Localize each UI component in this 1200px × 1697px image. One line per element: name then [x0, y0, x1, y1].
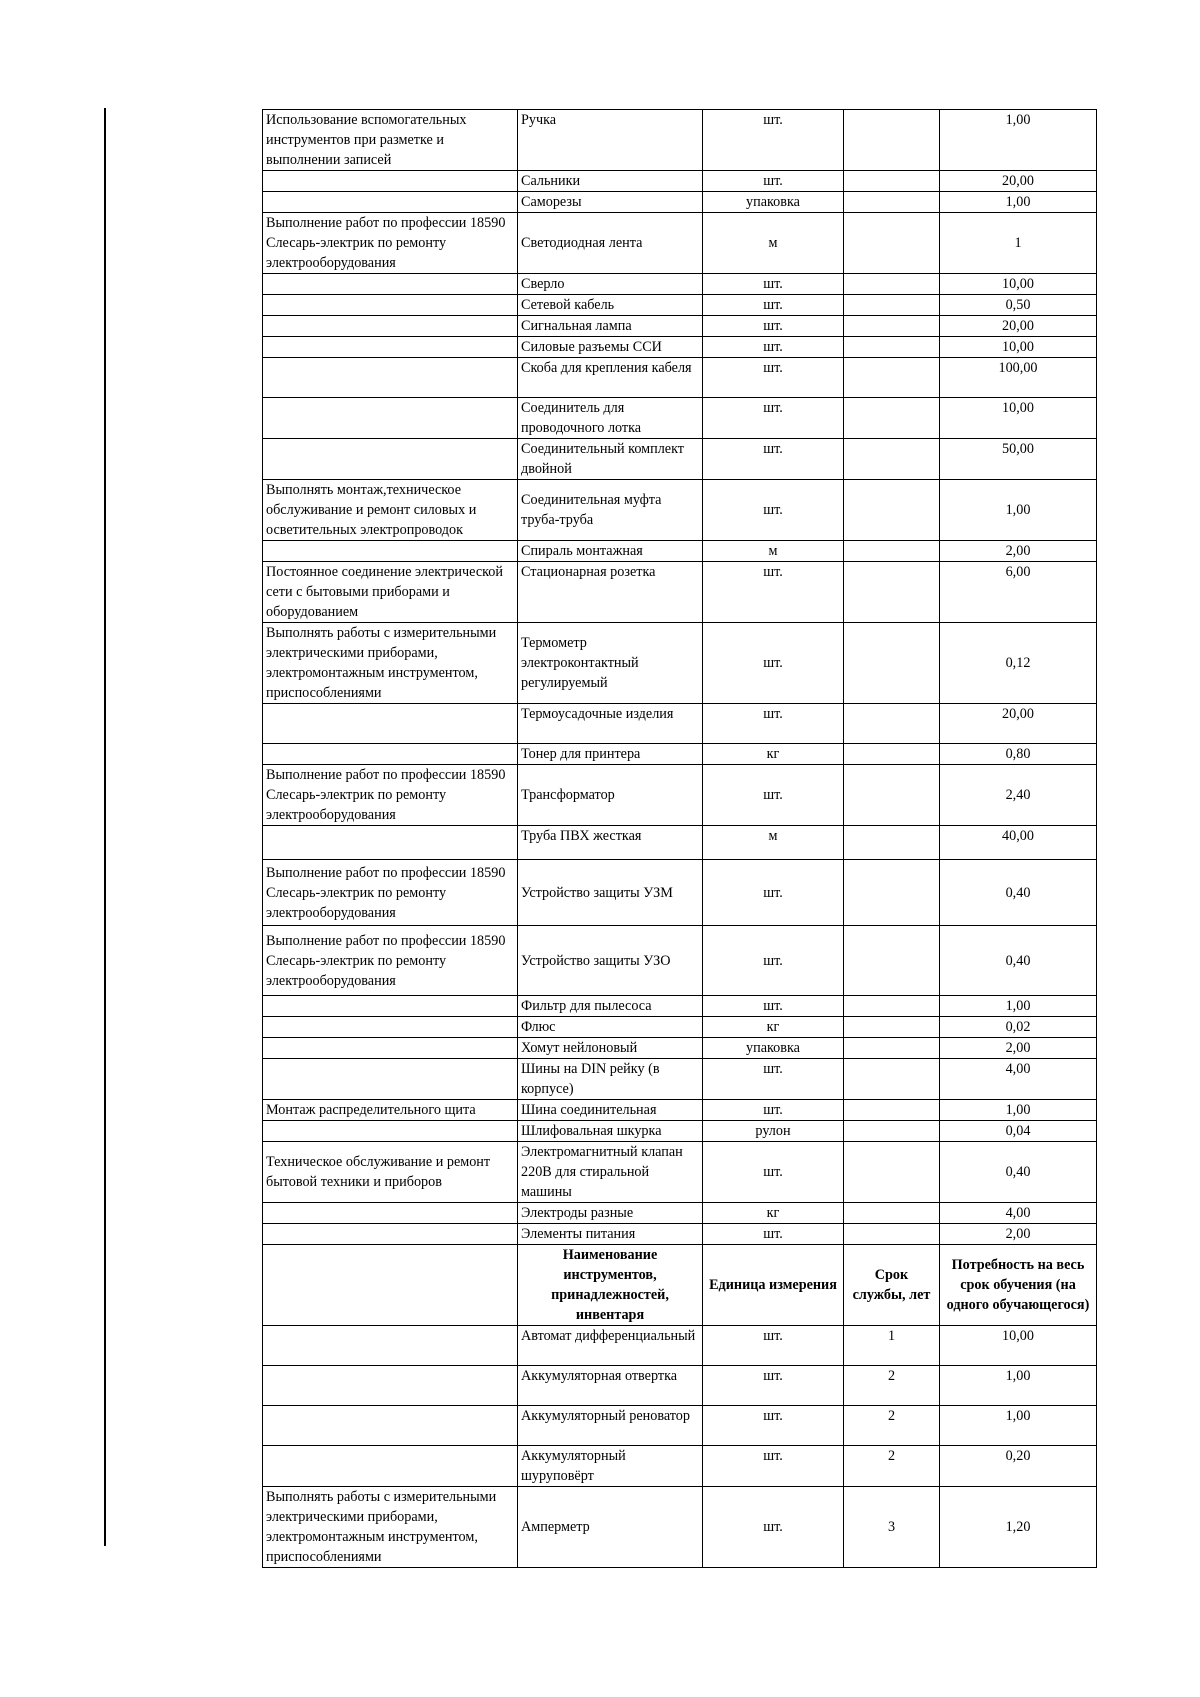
table-row [263, 704, 1097, 744]
quantity-cell: Потребность на весь срок обучения (на одного обучающегося) [940, 1245, 1097, 1326]
quantity-cell: 1,00 [940, 1406, 1097, 1446]
unit-cell: шт. [703, 1142, 844, 1203]
item-name-cell: Аккумуляторный шуруповёрт [518, 1446, 703, 1487]
table-row [263, 316, 1097, 337]
item-name-cell: Электроды разные [518, 1203, 703, 1224]
materials-table-body [263, 110, 1097, 1568]
unit-cell: шт. [703, 1446, 844, 1487]
quantity-cell: 20,00 [940, 704, 1097, 744]
activity-cell [263, 1245, 518, 1326]
table-row [263, 358, 1097, 398]
service-life-cell [844, 704, 940, 744]
activity-cell: Постоянное соединение электрической сети с бытовыми приборами и оборудованием [263, 562, 518, 623]
table-row [263, 623, 1097, 704]
service-life-cell [844, 1038, 940, 1059]
unit-cell: шт. [703, 398, 844, 439]
table-row [263, 1326, 1097, 1366]
item-name-cell: Устройство защиты УЗО [518, 926, 703, 996]
quantity-cell: 4,00 [940, 1059, 1097, 1100]
item-name-cell: Сальники [518, 171, 703, 192]
table-row [263, 826, 1097, 860]
table-row [263, 110, 1097, 171]
unit-cell: шт. [703, 316, 844, 337]
quantity-cell: 2,00 [940, 1224, 1097, 1245]
quantity-cell: 10,00 [940, 274, 1097, 295]
table-row [263, 1121, 1097, 1142]
quantity-cell: 2,40 [940, 765, 1097, 826]
quantity-cell: 1,00 [940, 1366, 1097, 1406]
activity-cell [263, 744, 518, 765]
unit-cell: шт. [703, 171, 844, 192]
quantity-cell: 1,00 [940, 996, 1097, 1017]
table-row [263, 1017, 1097, 1038]
item-name-cell: Шлифовальная шкурка [518, 1121, 703, 1142]
table-row [263, 1446, 1097, 1487]
activity-cell [263, 316, 518, 337]
table-row [263, 1203, 1097, 1224]
unit-cell: шт. [703, 110, 844, 171]
unit-cell: шт. [703, 1100, 844, 1121]
quantity-cell: 1,00 [940, 480, 1097, 541]
activity-cell [263, 704, 518, 744]
item-name-cell: Автомат дифференциальный [518, 1326, 703, 1366]
service-life-cell: 1 [844, 1326, 940, 1366]
service-life-cell [844, 480, 940, 541]
quantity-cell: 1 [940, 213, 1097, 274]
table-row [263, 562, 1097, 623]
item-name-cell: Саморезы [518, 192, 703, 213]
activity-cell: Выполнение работ по профессии 18590 Слесарь-электрик по ремонту электрооборудования [263, 765, 518, 826]
item-name-cell: Аккумуляторная отвертка [518, 1366, 703, 1406]
service-life-cell [844, 213, 940, 274]
activity-cell [263, 192, 518, 213]
service-life-cell: 2 [844, 1366, 940, 1406]
table-row [263, 274, 1097, 295]
table-row [263, 213, 1097, 274]
table-row [263, 295, 1097, 316]
unit-cell: кг [703, 1017, 844, 1038]
table-row [263, 1224, 1097, 1245]
unit-cell: шт. [703, 480, 844, 541]
activity-cell [263, 1366, 518, 1406]
table-row [263, 398, 1097, 439]
unit-cell: шт. [703, 623, 844, 704]
unit-cell: шт. [703, 439, 844, 480]
activity-cell [263, 541, 518, 562]
table-header-row [263, 1245, 1097, 1326]
item-name-cell: Аккумуляторный реноватор [518, 1406, 703, 1446]
quantity-cell: 0,40 [940, 860, 1097, 926]
item-name-cell: Стационарная розетка [518, 562, 703, 623]
item-name-cell: Соединительный комплект двойной [518, 439, 703, 480]
table-row [263, 744, 1097, 765]
quantity-cell: 6,00 [940, 562, 1097, 623]
activity-cell [263, 1446, 518, 1487]
activity-cell [263, 996, 518, 1017]
service-life-cell [844, 1059, 940, 1100]
service-life-cell [844, 541, 940, 562]
unit-cell: шт. [703, 337, 844, 358]
unit-cell: шт. [703, 996, 844, 1017]
table-row [263, 996, 1097, 1017]
table-row [263, 192, 1097, 213]
service-life-cell: Срок службы, лет [844, 1245, 940, 1326]
service-life-cell [844, 926, 940, 996]
unit-cell: м [703, 826, 844, 860]
item-name-cell: Скоба для крепления кабеля [518, 358, 703, 398]
quantity-cell: 50,00 [940, 439, 1097, 480]
activity-cell [263, 1017, 518, 1038]
service-life-cell [844, 765, 940, 826]
quantity-cell: 0,80 [940, 744, 1097, 765]
unit-cell: шт. [703, 1059, 844, 1100]
unit-cell: шт. [703, 1366, 844, 1406]
item-name-cell: Сигнальная лампа [518, 316, 703, 337]
quantity-cell: 1,00 [940, 1100, 1097, 1121]
service-life-cell [844, 996, 940, 1017]
unit-cell: шт. [703, 704, 844, 744]
activity-cell [263, 1038, 518, 1059]
quantity-cell: 0,20 [940, 1446, 1097, 1487]
table-row [263, 1366, 1097, 1406]
quantity-cell: 2,00 [940, 541, 1097, 562]
unit-cell: кг [703, 1203, 844, 1224]
quantity-cell: 0,04 [940, 1121, 1097, 1142]
activity-cell: Выполнять работы с измерительными электрическими приборами, электромонтажным инструментом, приспособлениями [263, 623, 518, 704]
service-life-cell: 3 [844, 1487, 940, 1568]
activity-cell [263, 295, 518, 316]
left-margin-rule [104, 108, 106, 1546]
activity-cell [263, 1203, 518, 1224]
quantity-cell: 40,00 [940, 826, 1097, 860]
unit-cell: Единица измерения [703, 1245, 844, 1326]
service-life-cell [844, 316, 940, 337]
service-life-cell [844, 337, 940, 358]
quantity-cell: 100,00 [940, 358, 1097, 398]
item-name-cell: Соединитель для проводочного лотка [518, 398, 703, 439]
item-name-cell: Сетевой кабель [518, 295, 703, 316]
quantity-cell: 1,00 [940, 110, 1097, 171]
service-life-cell [844, 439, 940, 480]
item-name-cell: Шина соединительная [518, 1100, 703, 1121]
activity-cell [263, 1059, 518, 1100]
table-row [263, 1100, 1097, 1121]
service-life-cell [844, 826, 940, 860]
unit-cell: шт. [703, 358, 844, 398]
unit-cell: шт. [703, 1224, 844, 1245]
quantity-cell: 1,00 [940, 192, 1097, 213]
quantity-cell: 0,40 [940, 1142, 1097, 1203]
activity-cell [263, 274, 518, 295]
activity-cell [263, 826, 518, 860]
item-name-cell: Спираль монтажная [518, 541, 703, 562]
unit-cell: упаковка [703, 1038, 844, 1059]
service-life-cell: 2 [844, 1446, 940, 1487]
item-name-cell: Тонер для принтера [518, 744, 703, 765]
unit-cell: рулон [703, 1121, 844, 1142]
unit-cell: шт. [703, 274, 844, 295]
quantity-cell: 20,00 [940, 171, 1097, 192]
service-life-cell: 2 [844, 1406, 940, 1446]
item-name-cell: Термоусадочные изделия [518, 704, 703, 744]
unit-cell: шт. [703, 765, 844, 826]
service-life-cell [844, 744, 940, 765]
item-name-cell: Фильтр для пылесоса [518, 996, 703, 1017]
service-life-cell [844, 1121, 940, 1142]
service-life-cell [844, 1142, 940, 1203]
activity-cell: Выполнение работ по профессии 18590 Слесарь-электрик по ремонту электрооборудования [263, 926, 518, 996]
unit-cell: м [703, 541, 844, 562]
service-life-cell [844, 295, 940, 316]
quantity-cell: 0,50 [940, 295, 1097, 316]
item-name-cell: Трансформатор [518, 765, 703, 826]
item-name-cell: Амперметр [518, 1487, 703, 1568]
unit-cell: кг [703, 744, 844, 765]
service-life-cell [844, 1100, 940, 1121]
table-row [263, 926, 1097, 996]
activity-cell: Техническое обслуживание и ремонт бытовой техники и приборов [263, 1142, 518, 1203]
table-row [263, 1406, 1097, 1446]
service-life-cell [844, 358, 940, 398]
table-row [263, 1142, 1097, 1203]
item-name-cell: Сверло [518, 274, 703, 295]
activity-cell: Использование вспомогательных инструментов при разметке и выполнении записей [263, 110, 518, 171]
activity-cell [263, 1224, 518, 1245]
unit-cell: шт. [703, 1406, 844, 1446]
quantity-cell: 2,00 [940, 1038, 1097, 1059]
activity-cell: Выполнение работ по профессии 18590 Слесарь-электрик по ремонту электрооборудования [263, 860, 518, 926]
item-name-cell: Электромагнитный клапан 220В для стиральной машины [518, 1142, 703, 1203]
table-row [263, 1038, 1097, 1059]
unit-cell: упаковка [703, 192, 844, 213]
service-life-cell [844, 1224, 940, 1245]
activity-cell [263, 337, 518, 358]
item-name-cell: Флюс [518, 1017, 703, 1038]
quantity-cell: 0,40 [940, 926, 1097, 996]
unit-cell: шт. [703, 1487, 844, 1568]
activity-cell [263, 1406, 518, 1446]
quantity-cell: 10,00 [940, 398, 1097, 439]
service-life-cell [844, 171, 940, 192]
item-name-cell: Хомут нейлоновый [518, 1038, 703, 1059]
table-row [263, 1059, 1097, 1100]
activity-cell [263, 1326, 518, 1366]
unit-cell: шт. [703, 562, 844, 623]
item-name-cell: Устройство защиты УЗМ [518, 860, 703, 926]
item-name-cell: Наименование инструментов, принадлежностей, инвентаря [518, 1245, 703, 1326]
item-name-cell: Шины на DIN рейку (в корпусе) [518, 1059, 703, 1100]
service-life-cell [844, 1203, 940, 1224]
quantity-cell: 10,00 [940, 337, 1097, 358]
service-life-cell [844, 562, 940, 623]
activity-cell: Монтаж распределительного щита [263, 1100, 518, 1121]
quantity-cell: 20,00 [940, 316, 1097, 337]
unit-cell: шт. [703, 926, 844, 996]
unit-cell: шт. [703, 295, 844, 316]
service-life-cell [844, 398, 940, 439]
service-life-cell [844, 860, 940, 926]
service-life-cell [844, 274, 940, 295]
item-name-cell: Термометр электроконтактный регулируемый [518, 623, 703, 704]
table-row [263, 480, 1097, 541]
item-name-cell: Соединительная муфта труба-труба [518, 480, 703, 541]
service-life-cell [844, 623, 940, 704]
materials-table [262, 109, 1097, 1568]
activity-cell: Выполнять работы с измерительными электрическими приборами, электромонтажным инструментом, приспособлениями [263, 1487, 518, 1568]
unit-cell: шт. [703, 860, 844, 926]
quantity-cell: 1,20 [940, 1487, 1097, 1568]
quantity-cell: 0,12 [940, 623, 1097, 704]
table-row [263, 860, 1097, 926]
table-row [263, 541, 1097, 562]
unit-cell: м [703, 213, 844, 274]
service-life-cell [844, 1017, 940, 1038]
item-name-cell: Элементы питания [518, 1224, 703, 1245]
activity-cell [263, 358, 518, 398]
quantity-cell: 10,00 [940, 1326, 1097, 1366]
activity-cell: Выполнение работ по профессии 18590 Слесарь-электрик по ремонту электрооборудования [263, 213, 518, 274]
table-row [263, 439, 1097, 480]
activity-cell [263, 171, 518, 192]
activity-cell [263, 1121, 518, 1142]
service-life-cell [844, 110, 940, 171]
quantity-cell: 4,00 [940, 1203, 1097, 1224]
activity-cell: Выполнять монтаж,техническое обслуживание и ремонт силовых и осветительных электропроводок [263, 480, 518, 541]
table-row [263, 337, 1097, 358]
quantity-cell: 0,02 [940, 1017, 1097, 1038]
service-life-cell [844, 192, 940, 213]
table-row [263, 765, 1097, 826]
item-name-cell: Ручка [518, 110, 703, 171]
activity-cell [263, 439, 518, 480]
table-row [263, 171, 1097, 192]
unit-cell: шт. [703, 1326, 844, 1366]
item-name-cell: Светодиодная лента [518, 213, 703, 274]
table-row [263, 1487, 1097, 1568]
item-name-cell: Труба ПВХ жесткая [518, 826, 703, 860]
item-name-cell: Силовые разъемы ССИ [518, 337, 703, 358]
activity-cell [263, 398, 518, 439]
